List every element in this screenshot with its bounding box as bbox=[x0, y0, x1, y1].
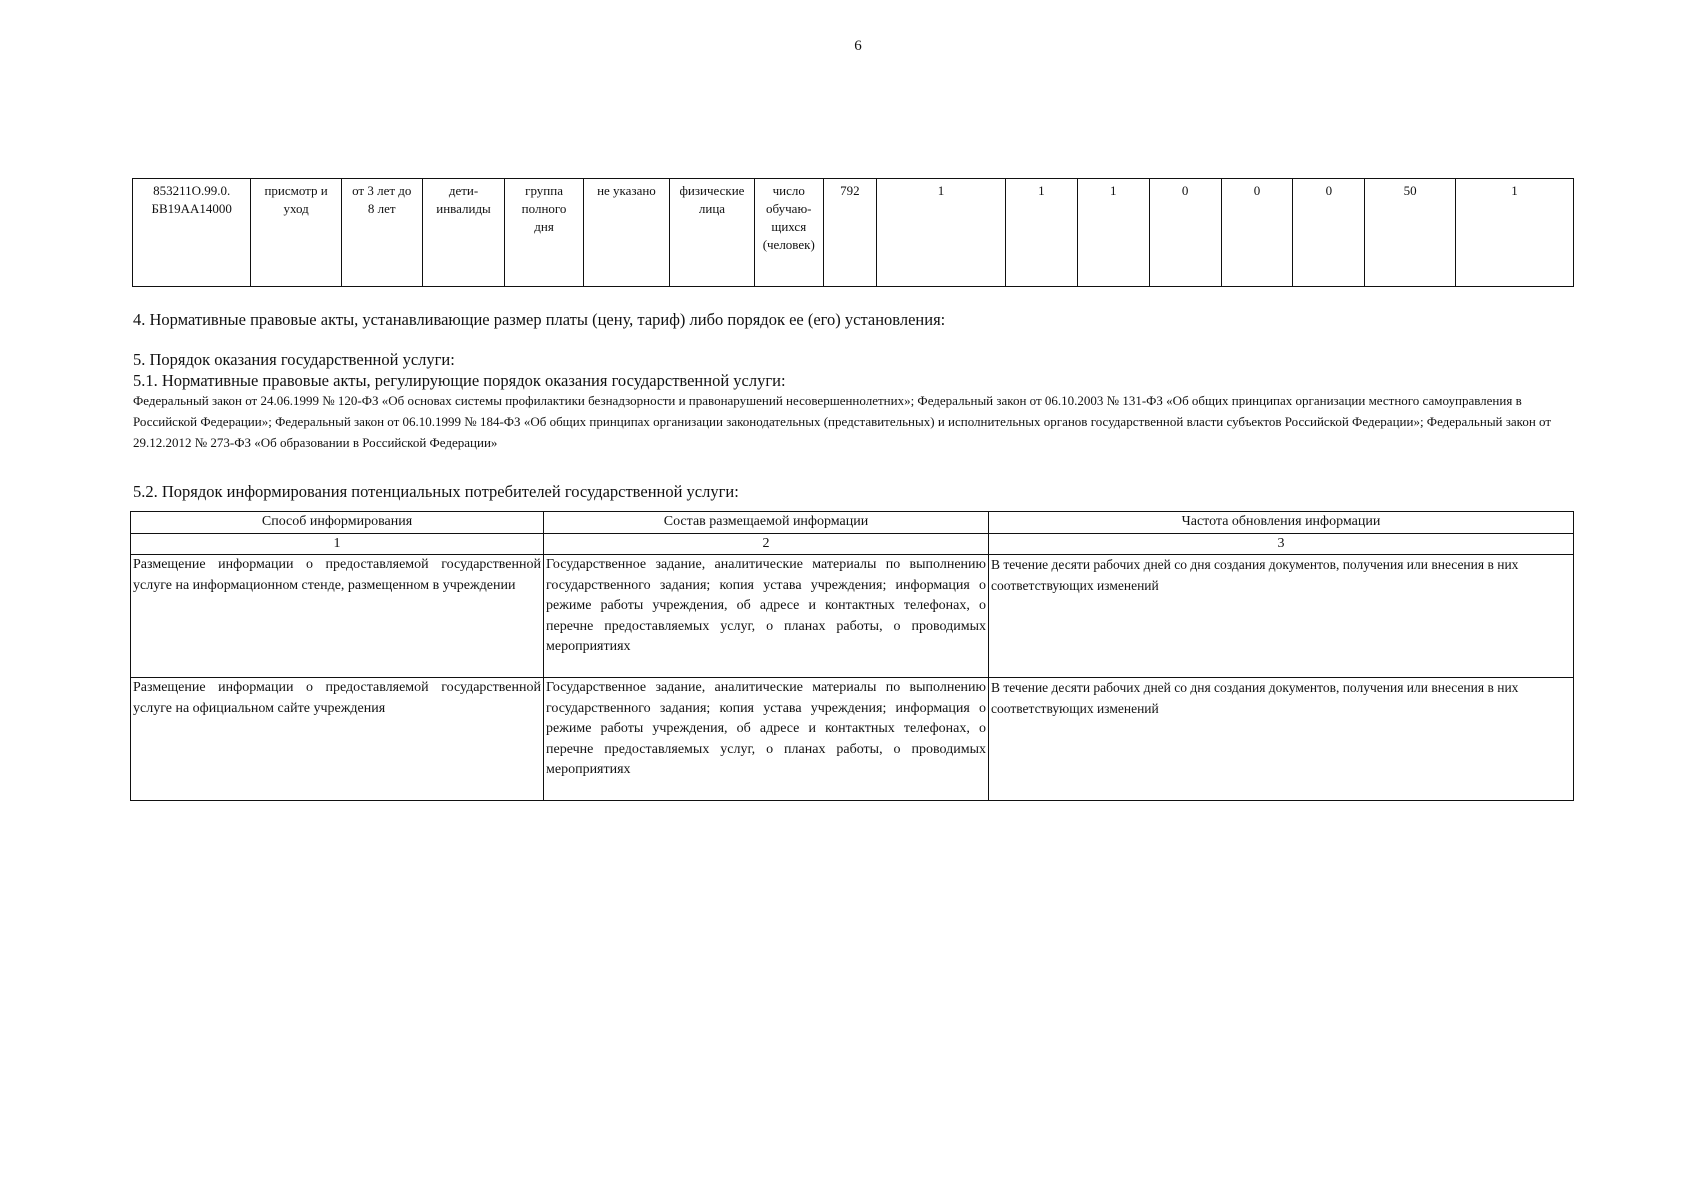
category-cell: дети- инвалиды bbox=[422, 179, 505, 287]
indicator-table bbox=[132, 178, 1574, 287]
registry-number-cell: 853211О.99.0. БВ19АА14000 bbox=[133, 179, 251, 287]
service-content-cell: присмотр и уход bbox=[251, 179, 341, 287]
information-content-cell: Государственное задание, аналитические материалы по выполнению государственного задания; копия устава учреждения; информация о режиме работы учреждения, об адресе и контактных телефонах, о перечне предоставляемых услуг, о планах работы, о проводимых мероприятиях bbox=[544, 555, 989, 678]
laws-text: Федеральный закон от 24.06.1999 № 120-ФЗ «Об основах системы профилактики безнадзорности и правонарушений несовершеннолетних»; Федеральный закон от 06.10.2003 № 131-ФЗ «Об общих принципах организации местного самоуправления в Российской Федерации»; Федеральный закон от 06.10.1999 № 184-ФЗ «Об общих принципах организации законодательных (представительных) и исполнительных органов государственной власти субъектов Российской Федерации»; Федеральный закон от 29.12.2012 № 273-ФЗ «Об образовании в Российской Федерации» bbox=[133, 393, 1552, 450]
table-row bbox=[131, 678, 1574, 801]
update-frequency-cell: В течение десяти рабочих дней со дня создания документов, получения или внесения в них соответствующих изменений bbox=[989, 678, 1574, 801]
indicator-name-cell: число обучаю- щихся (человек) bbox=[754, 179, 823, 287]
unit-code-cell: 792 bbox=[823, 179, 876, 287]
table-row bbox=[133, 179, 1574, 287]
section-5-heading: 5. Порядок оказания государственной услуги: bbox=[133, 350, 455, 369]
value-cell: 1 bbox=[1077, 179, 1149, 287]
column-header: Состав размещаемой информации bbox=[544, 512, 989, 534]
value-cell: 0 bbox=[1149, 179, 1221, 287]
value-cell: 1 bbox=[1005, 179, 1077, 287]
column-header: Способ информирования bbox=[131, 512, 544, 534]
column-number: 1 bbox=[131, 533, 544, 555]
column-number: 3 bbox=[989, 533, 1574, 555]
value-cell: 1 bbox=[877, 179, 1006, 287]
age-cell: от 3 лет до 8 лет bbox=[341, 179, 422, 287]
column-header: Частота обновления информации bbox=[989, 512, 1574, 534]
informing-method-cell: Размещение информации о предоставляемой государственной услуге на официальном сайте учреждения bbox=[131, 678, 544, 801]
value-cell: 0 bbox=[1221, 179, 1293, 287]
information-content-cell: Государственное задание, аналитические материалы по выполнению государственного задания; копия устава учреждения; информация о режиме работы учреждения, об адресе и контактных телефонах, о перечне предоставляемых услуг, о планах работы, о проводимых мероприятиях bbox=[544, 678, 989, 801]
update-frequency-cell: В течение десяти рабочих дней со дня создания документов, получения или внесения в них соответствующих изменений bbox=[989, 555, 1574, 678]
table-row bbox=[131, 555, 1574, 678]
informing-method-cell: Размещение информации о предоставляемой государственной услуге на информационном стенде, размещенном в учреждении bbox=[131, 555, 544, 678]
not-specified-cell: не указано bbox=[583, 179, 669, 287]
informing-table bbox=[130, 511, 1574, 801]
column-number-row bbox=[131, 533, 1574, 555]
section-5-2-heading: 5.2. Порядок информирования потенциальных потребителей государственной услуги: bbox=[133, 482, 739, 501]
value-cell: 0 bbox=[1293, 179, 1365, 287]
value-cell: 50 bbox=[1365, 179, 1456, 287]
page-number: 6 bbox=[854, 38, 862, 54]
column-number: 2 bbox=[544, 533, 989, 555]
section-4-heading: 4. Нормативные правовые акты, устанавливающие размер платы (цену, тариф) либо порядок ее (его) установления: bbox=[133, 310, 946, 329]
table-header-row bbox=[131, 512, 1574, 534]
section-5-1-heading: 5.1. Нормативные правовые акты, регулирующие порядок оказания государственной услуги: bbox=[133, 371, 786, 390]
value-cell: 1 bbox=[1455, 179, 1573, 287]
group-cell: группа полного дня bbox=[505, 179, 583, 287]
consumers-cell: физические лица bbox=[670, 179, 755, 287]
